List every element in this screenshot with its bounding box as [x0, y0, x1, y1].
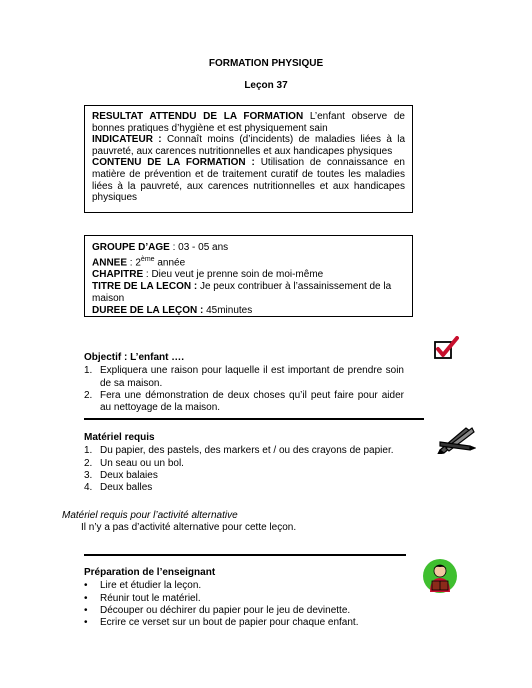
lesson-title — [92, 281, 405, 305]
alt-materials-title: Matériel requis pour l’activité alternative — [62, 510, 238, 521]
list-marker: 2. — [84, 457, 93, 469]
list-marker: 4. — [84, 482, 93, 494]
training-content-text: Utilisation de connaissance en matière de prévention et de traitement curatif de toutes les maladies liées à la pauvreté, aux carences nutritionnelles et aux handicapes physiques — [92, 157, 405, 204]
indicator — [92, 134, 405, 157]
objective-item — [84, 365, 404, 390]
school-year-num: : 2 — [127, 257, 141, 269]
material-item — [84, 458, 404, 470]
objective-text: Fera une démonstration de deux choses qu’il peut faire pour aider au nettoyage de la maison. — [100, 389, 404, 414]
preparation-text: Ecrire ce verset sur un bout de papier pour chaque enfant. — [100, 617, 359, 629]
page-title: FORMATION PHYSIQUE — [208, 58, 324, 69]
material-text: Deux balaies — [100, 469, 158, 481]
lesson-info-box — [84, 235, 413, 317]
age-group-label: GROUPE D’AGE — [92, 242, 170, 253]
preparation-text: Lire et étudier la leçon. — [100, 580, 202, 592]
chapter — [92, 269, 405, 281]
chapter-text: : Dieu veut je prenne soin de moi-même — [143, 269, 324, 281]
lesson-duration-text: 45minutes — [203, 305, 253, 317]
pencils-icon — [436, 424, 476, 454]
preparation-item — [84, 580, 404, 592]
lesson-duration-label: DUREE DE LA LEÇON : — [92, 305, 204, 317]
materials-title: Matériel requis — [84, 432, 155, 443]
objective-item — [84, 390, 404, 415]
school-year-sup: ème — [140, 256, 155, 263]
school-year — [92, 254, 405, 269]
list-marker: 3. — [84, 469, 93, 481]
chapter-label: CHAPITRE — [92, 269, 144, 281]
teacher-reading-icon — [422, 558, 458, 594]
expected-result-text: L’enfant observe de bonnes pratiques d’hygiène et est physiquement sain — [92, 111, 405, 134]
training-content — [92, 157, 405, 203]
material-text: Un seau ou un bol. — [100, 457, 184, 469]
bullet: • — [84, 604, 88, 616]
material-text: Deux balles — [100, 482, 153, 494]
objective-text: Expliquera une raison pour laquelle il est important de prendre soin de sa maison. — [100, 365, 404, 389]
lesson-title-label: TITRE DE LA LECON : — [92, 281, 198, 293]
expected-result-box — [84, 105, 413, 213]
age-group — [92, 242, 405, 254]
school-year-text: année — [154, 257, 186, 269]
objective-section — [84, 352, 404, 414]
section-divider — [84, 418, 424, 420]
material-item — [84, 470, 404, 482]
training-content-label: CONTENU DE LA FORMATION : — [92, 157, 255, 169]
school-year-label: ANNEE — [92, 257, 128, 269]
lesson-number: Leçon 37 — [244, 80, 288, 91]
bullet: • — [84, 617, 88, 629]
age-group-text: : 03 - 05 ans — [169, 242, 229, 253]
material-text: Du papier, des pastels, des markers et / ou des crayons de papier. — [100, 445, 394, 457]
list-marker: 2. — [84, 389, 93, 401]
indicator-label: INDICATEUR : — [92, 134, 162, 146]
preparation-text: Réunir tout le matériel. — [100, 592, 201, 604]
preparation-item — [84, 593, 404, 605]
preparation-item — [84, 605, 404, 617]
preparation-section — [84, 567, 404, 629]
checkbox-check-icon — [433, 336, 459, 362]
section-divider — [84, 554, 406, 556]
list-marker: 1. — [84, 365, 93, 377]
material-item — [84, 482, 404, 494]
preparation-text: Découper ou déchirer du papier pour le jeu de devinette. — [100, 604, 351, 616]
lesson-title-text: Je peux contribuer à l’assainissement de la maison — [92, 281, 392, 305]
material-item — [84, 445, 404, 457]
expected-result-label: RESULTAT ATTENDU DE LA FORMATION — [92, 111, 304, 122]
bullet: • — [84, 580, 88, 592]
objective-title: Objectif : L’enfant …. — [84, 352, 185, 363]
preparation-item — [84, 617, 404, 629]
alt-materials-text: Il n’y a pas d’activité alternative pour cette leçon. — [81, 522, 297, 533]
materials-section — [84, 432, 404, 494]
expected-result — [92, 111, 405, 134]
list-marker: 1. — [84, 445, 93, 457]
preparation-title: Préparation de l’enseignant — [84, 567, 216, 578]
indicator-text: Connaît moins (d’incidents) de maladies liées à la pauvreté, aux carences nutritionnelles et aux handicapes physiques — [92, 134, 406, 157]
lesson-duration — [92, 305, 405, 317]
bullet: • — [84, 592, 88, 604]
